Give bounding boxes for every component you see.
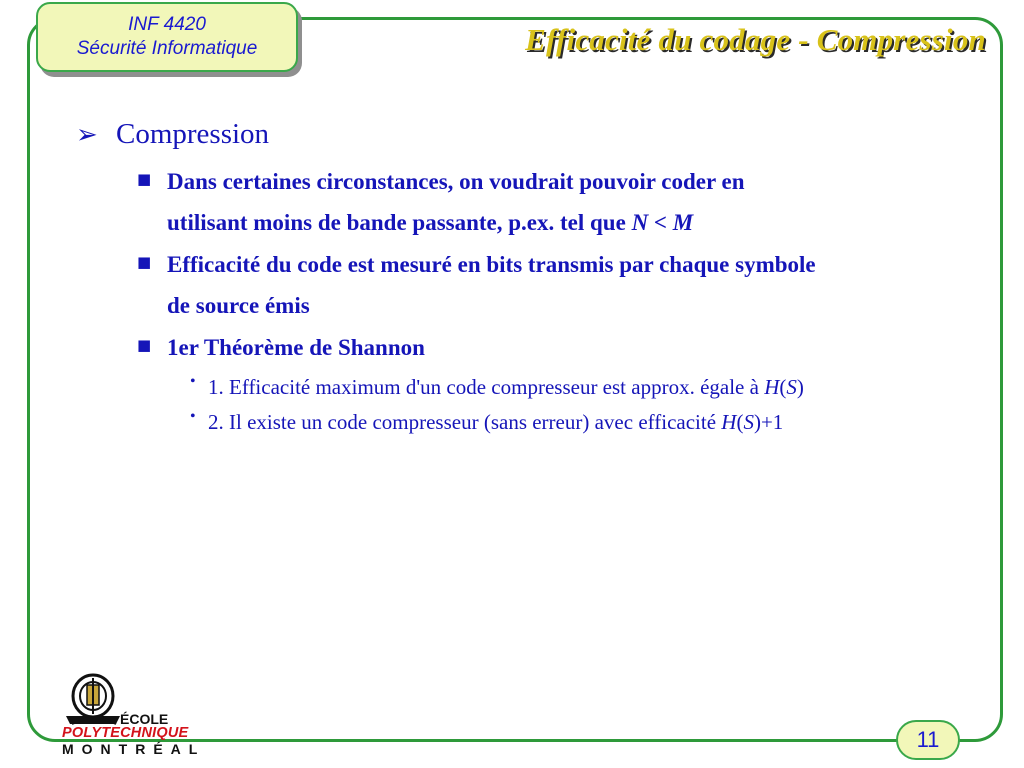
square-bullet-icon: ■ [137, 336, 152, 354]
page-number: 11 [896, 720, 960, 760]
sub-bullet-text: 1. Efficacité maximum d'un code compresseur est approx. égale à H(S) [208, 375, 804, 399]
main-heading: Compression [116, 118, 270, 150]
math-expression: H(S)+1 [721, 410, 784, 434]
arrow-bullet-icon: ➢ [76, 119, 98, 150]
logo-polytechnique: POLYTECHNIQUE [62, 725, 189, 741]
course-code: INF 4420 [128, 14, 206, 35]
square-bullet-icon: ■ [137, 170, 152, 188]
square-bullet-icon: ■ [137, 253, 152, 271]
bullet-text: Efficacité du code est mesuré en bits transmis par chaque symbole de source émis [167, 252, 816, 318]
course-name: Sécurité Informatique [76, 38, 258, 59]
sub-bullet-text: 2. Il existe un code compresseur (sans erreur) avec efficacité H(S)+1 [208, 410, 784, 434]
dot-bullet-icon: • [190, 408, 196, 425]
bullet-text: 1er Théorème de Shannon [167, 335, 425, 360]
bullet-text: Dans certaines circonstances, on voudrait pouvoir coder en utilisant moins de bande passante, p.ex. tel que N < M [167, 169, 745, 235]
main-bullet [76, 118, 269, 151]
slide-title: Efficacité du codage - Compression [525, 22, 986, 57]
logo-montreal: MONTRÉAL [62, 741, 206, 757]
dot-bullet-icon: • [190, 373, 196, 390]
logo-ecole: ÉCOLE [120, 711, 169, 727]
math-expression: H(S) [764, 375, 804, 399]
